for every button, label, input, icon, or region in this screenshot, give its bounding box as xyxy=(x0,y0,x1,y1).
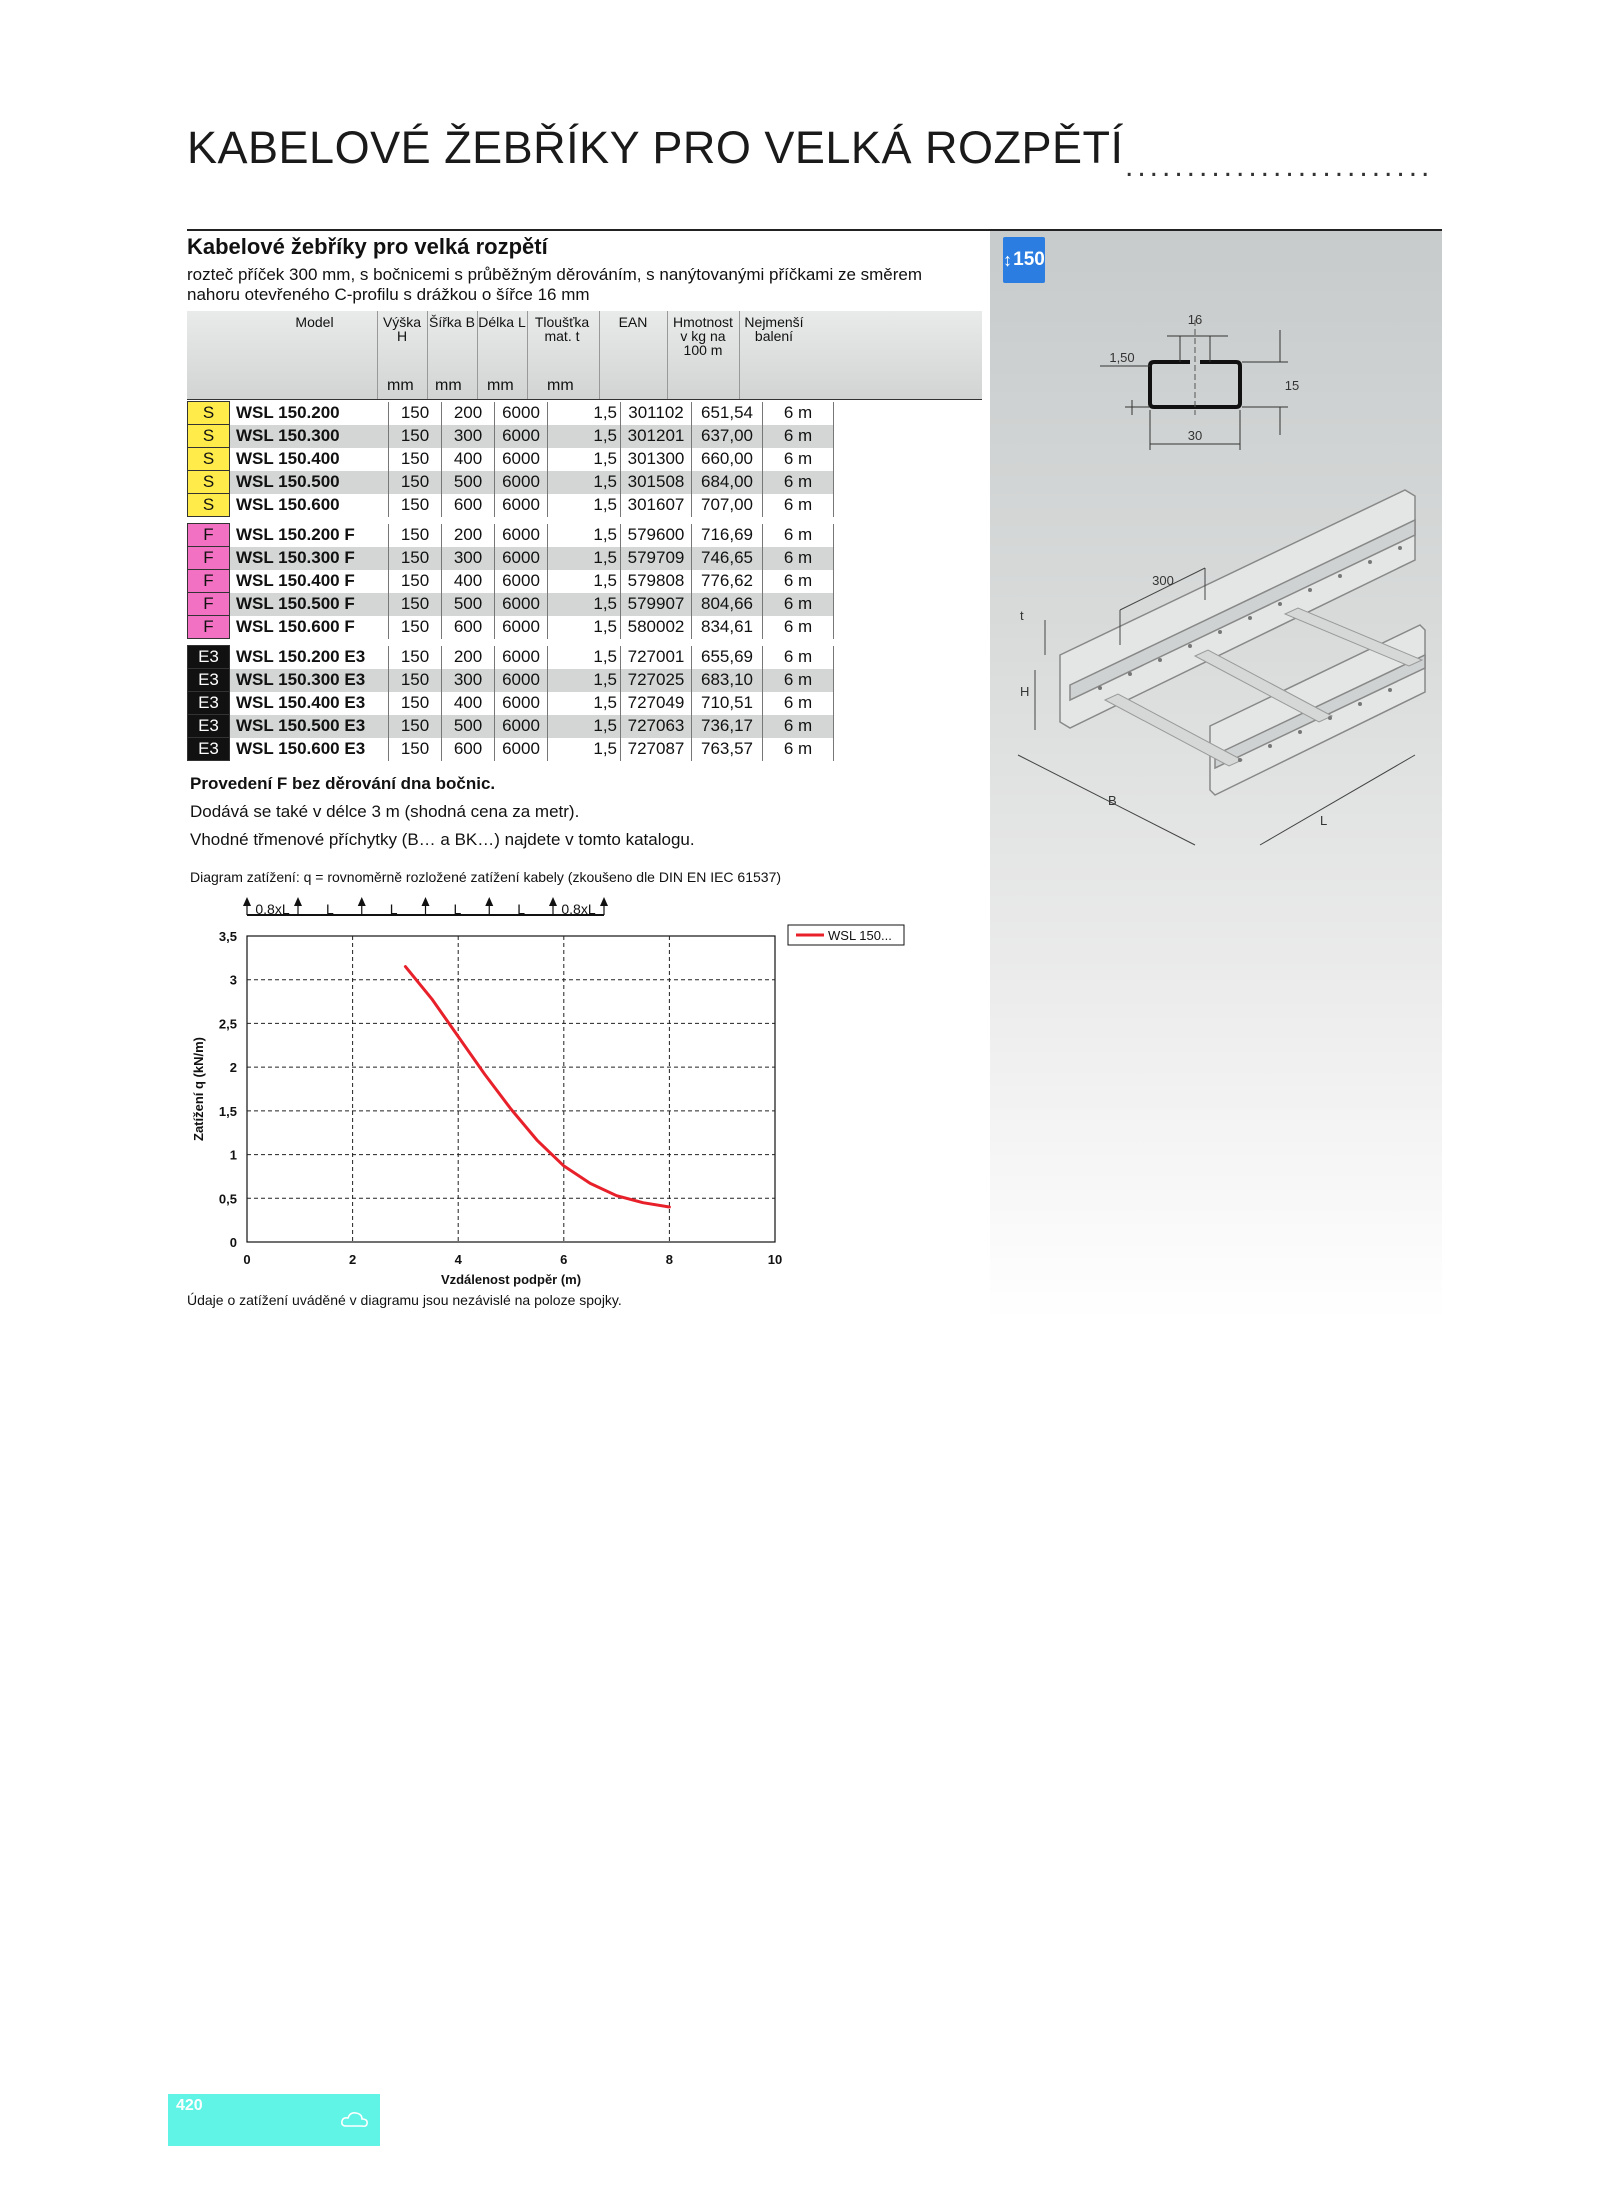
cell-ean: 301508 xyxy=(621,471,692,494)
y-tick-label: 2,5 xyxy=(218,1016,237,1032)
cell-pack: 6 m xyxy=(763,646,834,669)
table-row xyxy=(188,669,834,692)
y-axis-label: Zatížení q (kN/m) xyxy=(191,1036,206,1142)
cell-ean: 727025 xyxy=(621,669,692,692)
variant-code: E3 xyxy=(188,646,230,669)
cell-width: 600 xyxy=(442,494,495,517)
model-name: WSL 150.200 E3 xyxy=(230,646,389,669)
cell-width: 400 xyxy=(442,692,495,715)
cell-ean: 301102 xyxy=(621,402,692,425)
variant-code: S xyxy=(188,471,230,494)
header-thickness: Tloušťka mat. t xyxy=(534,314,590,344)
cell-pack: 6 m xyxy=(763,669,834,692)
cell-pack: 6 m xyxy=(763,547,834,570)
cell-height: 150 xyxy=(389,715,442,738)
cell-height: 150 xyxy=(389,646,442,669)
variant-code: F xyxy=(188,570,230,593)
cell-length: 6000 xyxy=(495,547,548,570)
cell-width: 500 xyxy=(442,471,495,494)
table-row xyxy=(188,715,834,738)
x-tick-label: 2 xyxy=(348,1252,357,1267)
group-spacer xyxy=(188,639,834,646)
cell-weight: 637,00 xyxy=(692,425,763,448)
model-name: WSL 150.500 E3 xyxy=(230,715,389,738)
cell-pack: 6 m xyxy=(763,715,834,738)
cell-height: 150 xyxy=(389,593,442,616)
variant-code: S xyxy=(188,425,230,448)
cell-length: 6000 xyxy=(495,692,548,715)
model-name: WSL 150.400 E3 xyxy=(230,692,389,715)
model-name: WSL 150.500 xyxy=(230,471,389,494)
support-arrow-icon xyxy=(422,897,430,906)
cell-ean: 727049 xyxy=(621,692,692,715)
span-label: L xyxy=(517,901,526,917)
cell-ean: 579709 xyxy=(621,547,692,570)
span-label: 0,8xL xyxy=(255,901,290,917)
model-name: WSL 150.300 xyxy=(230,425,389,448)
support-arrow-icon xyxy=(485,897,493,906)
cell-length: 6000 xyxy=(495,494,548,517)
y-tick-label: 3 xyxy=(229,972,237,988)
support-arrow-icon xyxy=(600,897,608,906)
cell-weight: 834,61 xyxy=(692,616,763,639)
cell-width: 600 xyxy=(442,738,495,761)
profile-label-top: 16 xyxy=(1187,312,1203,327)
c-profile-drawing xyxy=(1070,300,1310,460)
cell-pack: 6 m xyxy=(763,448,834,471)
note-line: Vhodné třmenové příchytky (B… a BK…) najdete v tomto katalogu. xyxy=(190,830,695,849)
variant-code: E3 xyxy=(188,692,230,715)
cell-weight: 710,51 xyxy=(692,692,763,715)
cell-thickness: 1,5 xyxy=(548,494,621,517)
cell-weight: 683,10 xyxy=(692,669,763,692)
chart-caption: Diagram zatížení: q = rovnoměrně rozložené zatížení kabely (zkoušeno dle DIN EN IEC 61537) xyxy=(190,869,782,885)
cell-length: 6000 xyxy=(495,425,548,448)
cell-thickness: 1,5 xyxy=(548,547,621,570)
table-row xyxy=(188,448,834,471)
note-bold: Provedení F bez děrování dna bočnic. xyxy=(190,774,496,793)
cell-ean: 727001 xyxy=(621,646,692,669)
header-length: Délka L xyxy=(478,314,526,330)
variant-code: S xyxy=(188,402,230,425)
model-name: WSL 150.600 E3 xyxy=(230,738,389,761)
cell-thickness: 1,5 xyxy=(548,692,621,715)
cell-length: 6000 xyxy=(495,402,548,425)
section-description: rozteč příček 300 mm, s bočnicemi s průběžným děrováním, s nanýtovanými příčkami ze směrem nahoru otevřeného C-profilu s drážkou o šířce 16 mm xyxy=(187,265,923,304)
variant-code: S xyxy=(188,448,230,471)
cell-thickness: 1,5 xyxy=(548,715,621,738)
y-tick-label: 0,5 xyxy=(218,1191,237,1207)
notes xyxy=(190,770,695,854)
cell-height: 150 xyxy=(389,692,442,715)
profile-label-right: 15 xyxy=(1284,378,1300,393)
cell-height: 150 xyxy=(389,616,442,639)
cell-length: 6000 xyxy=(495,646,548,669)
profile-label-left: 1,50 xyxy=(1109,350,1135,365)
cell-pack: 6 m xyxy=(763,616,834,639)
variant-code: F xyxy=(188,524,230,547)
cell-weight: 707,00 xyxy=(692,494,763,517)
profile-label-bottom: 30 xyxy=(1187,428,1203,443)
variant-code: E3 xyxy=(188,669,230,692)
plot-area xyxy=(247,936,775,1242)
x-tick-label: 0 xyxy=(243,1252,251,1267)
cell-ean: 727087 xyxy=(621,738,692,761)
load-chart xyxy=(180,892,920,1287)
cell-thickness: 1,5 xyxy=(548,448,621,471)
cell-weight: 655,69 xyxy=(692,646,763,669)
x-tick-label: 6 xyxy=(560,1252,568,1267)
cell-pack: 6 m xyxy=(763,494,834,517)
header-width: Šířka B xyxy=(429,314,475,330)
unit-length: mm xyxy=(487,377,514,394)
unit-thickness: mm xyxy=(547,377,574,394)
cell-length: 6000 xyxy=(495,448,548,471)
support-arrow-icon xyxy=(358,897,366,906)
cell-thickness: 1,5 xyxy=(548,425,621,448)
table-row xyxy=(188,524,834,547)
table-row xyxy=(188,570,834,593)
cell-ean: 579600 xyxy=(621,524,692,547)
cell-thickness: 1,5 xyxy=(548,471,621,494)
cell-height: 150 xyxy=(389,494,442,517)
x-tick-label: 8 xyxy=(665,1252,674,1267)
cell-width: 600 xyxy=(442,616,495,639)
table-row xyxy=(188,616,834,639)
cell-pack: 6 m xyxy=(763,402,834,425)
cell-thickness: 1,5 xyxy=(548,669,621,692)
section-title: Kabelové žebříky pro velká rozpětí xyxy=(187,234,548,259)
ladder-drawing xyxy=(1010,460,1435,860)
table-row xyxy=(188,471,834,494)
model-name: WSL 150.200 F xyxy=(230,524,389,547)
cell-pack: 6 m xyxy=(763,471,834,494)
cell-thickness: 1,5 xyxy=(548,616,621,639)
model-name: WSL 150.500 F xyxy=(230,593,389,616)
unit-height: mm xyxy=(387,377,414,394)
x-axis-label: Vzdálenost podpěr (m) xyxy=(440,1272,582,1287)
cell-pack: 6 m xyxy=(763,593,834,616)
cell-pack: 6 m xyxy=(763,692,834,715)
cell-width: 200 xyxy=(442,402,495,425)
y-tick-label: 0 xyxy=(229,1235,237,1250)
cell-weight: 736,17 xyxy=(692,715,763,738)
cell-height: 150 xyxy=(389,738,442,761)
cell-width: 500 xyxy=(442,715,495,738)
cell-width: 200 xyxy=(442,524,495,547)
variant-code: S xyxy=(188,494,230,517)
cell-thickness: 1,5 xyxy=(548,646,621,669)
header-model: Model xyxy=(295,314,334,330)
page-number: 420 xyxy=(176,2097,203,2114)
table-header xyxy=(187,311,982,400)
support-arrow-icon xyxy=(294,897,302,906)
span-label: L xyxy=(325,901,334,917)
x-tick-label: 4 xyxy=(454,1252,462,1267)
page-title: KABELOVÉ ŽEBŘÍKY PRO VELKÁ ROZPĚTÍ xyxy=(187,122,1124,173)
x-tick-label: 10 xyxy=(767,1252,783,1267)
cell-weight: 776,62 xyxy=(692,570,763,593)
cell-width: 400 xyxy=(442,448,495,471)
model-name: WSL 150.300 F xyxy=(230,547,389,570)
cell-length: 6000 xyxy=(495,471,548,494)
table-row xyxy=(188,692,834,715)
unit-width: mm xyxy=(435,377,462,394)
span-label: L xyxy=(389,901,398,917)
cell-ean: 301607 xyxy=(621,494,692,517)
height-badge-label: 150 xyxy=(1013,249,1045,270)
model-name: WSL 150.600 xyxy=(230,494,389,517)
variant-code: F xyxy=(188,547,230,570)
cell-width: 300 xyxy=(442,547,495,570)
span-label: L xyxy=(453,901,462,917)
cell-width: 300 xyxy=(442,425,495,448)
model-name: WSL 150.400 xyxy=(230,448,389,471)
header-height: Výška H xyxy=(382,314,422,344)
cell-width: 300 xyxy=(442,669,495,692)
cell-length: 6000 xyxy=(495,570,548,593)
variant-code: E3 xyxy=(188,715,230,738)
cell-weight: 651,54 xyxy=(692,402,763,425)
cell-thickness: 1,5 xyxy=(548,524,621,547)
support-arrow-icon xyxy=(243,897,251,906)
ladder-label-h: H xyxy=(1020,684,1030,699)
cell-length: 6000 xyxy=(495,738,548,761)
cell-length: 6000 xyxy=(495,593,548,616)
cell-ean: 301300 xyxy=(621,448,692,471)
table-row xyxy=(188,547,834,570)
cell-height: 150 xyxy=(389,547,442,570)
ladder-label-t: t xyxy=(1020,608,1024,623)
cell-thickness: 1,5 xyxy=(548,738,621,761)
cell-width: 400 xyxy=(442,570,495,593)
table-row xyxy=(188,494,834,517)
cell-length: 6000 xyxy=(495,715,548,738)
cell-ean: 579907 xyxy=(621,593,692,616)
y-tick-label: 1,5 xyxy=(218,1103,237,1119)
cell-thickness: 1,5 xyxy=(548,402,621,425)
cell-weight: 746,65 xyxy=(692,547,763,570)
y-tick-label: 1 xyxy=(229,1147,237,1163)
height-arrow-icon: ↕ xyxy=(1003,249,1013,270)
cell-ean: 301201 xyxy=(621,425,692,448)
cell-ean: 727063 xyxy=(621,715,692,738)
model-name: WSL 150.300 E3 xyxy=(230,669,389,692)
cell-ean: 580002 xyxy=(621,616,692,639)
legend-label: WSL 150... xyxy=(828,928,892,943)
cell-width: 500 xyxy=(442,593,495,616)
group-spacer xyxy=(188,517,834,524)
cell-height: 150 xyxy=(389,471,442,494)
cell-pack: 6 m xyxy=(763,570,834,593)
cell-length: 6000 xyxy=(495,669,548,692)
cell-weight: 660,00 xyxy=(692,448,763,471)
y-tick-label: 2 xyxy=(229,1060,237,1076)
variant-code: F xyxy=(188,593,230,616)
cell-ean: 579808 xyxy=(621,570,692,593)
cell-thickness: 1,5 xyxy=(548,593,621,616)
title-dots: ......................... xyxy=(1125,150,1434,183)
cell-weight: 684,00 xyxy=(692,471,763,494)
table-row xyxy=(188,425,834,448)
model-name: WSL 150.400 F xyxy=(230,570,389,593)
support-arrow-icon xyxy=(549,897,557,906)
cell-width: 200 xyxy=(442,646,495,669)
cell-height: 150 xyxy=(389,570,442,593)
cell-pack: 6 m xyxy=(763,524,834,547)
variant-code: E3 xyxy=(188,738,230,761)
model-name: WSL 150.600 F xyxy=(230,616,389,639)
cell-weight: 716,69 xyxy=(692,524,763,547)
product-table xyxy=(187,401,834,761)
ladder-label-spacing: 300 xyxy=(1152,573,1174,588)
cloud-icon xyxy=(340,2109,370,2131)
table-row xyxy=(188,593,834,616)
table-row xyxy=(188,402,834,425)
ladder-label-l: L xyxy=(1320,813,1328,828)
cell-height: 150 xyxy=(389,402,442,425)
variant-code: F xyxy=(188,616,230,639)
model-name: WSL 150.200 xyxy=(230,402,389,425)
height-badge xyxy=(1003,237,1045,283)
span-label: 0,8xL xyxy=(561,901,596,917)
cell-thickness: 1,5 xyxy=(548,570,621,593)
cell-height: 150 xyxy=(389,524,442,547)
table-row xyxy=(188,738,834,761)
table-row xyxy=(188,646,834,669)
cell-height: 150 xyxy=(389,425,442,448)
cell-height: 150 xyxy=(389,669,442,692)
cell-pack: 6 m xyxy=(763,738,834,761)
cell-weight: 804,66 xyxy=(692,593,763,616)
cell-height: 150 xyxy=(389,448,442,471)
cell-length: 6000 xyxy=(495,524,548,547)
y-tick-label: 3,5 xyxy=(218,929,237,944)
chart-footer-note: Údaje o zatížení uváděné v diagramu jsou nezávislé na poloze spojky. xyxy=(187,1292,622,1308)
header-ean: EAN xyxy=(618,314,648,330)
ladder-label-b: B xyxy=(1108,793,1117,808)
cell-pack: 6 m xyxy=(763,425,834,448)
cell-length: 6000 xyxy=(495,616,548,639)
note-line: Dodává se také v délce 3 m (shodná cena za metr). xyxy=(190,802,580,821)
header-weight: Hmotnost v kg na 100 m xyxy=(673,314,733,358)
header-pack: Nejmenší balení xyxy=(744,314,804,344)
cell-weight: 763,57 xyxy=(692,738,763,761)
